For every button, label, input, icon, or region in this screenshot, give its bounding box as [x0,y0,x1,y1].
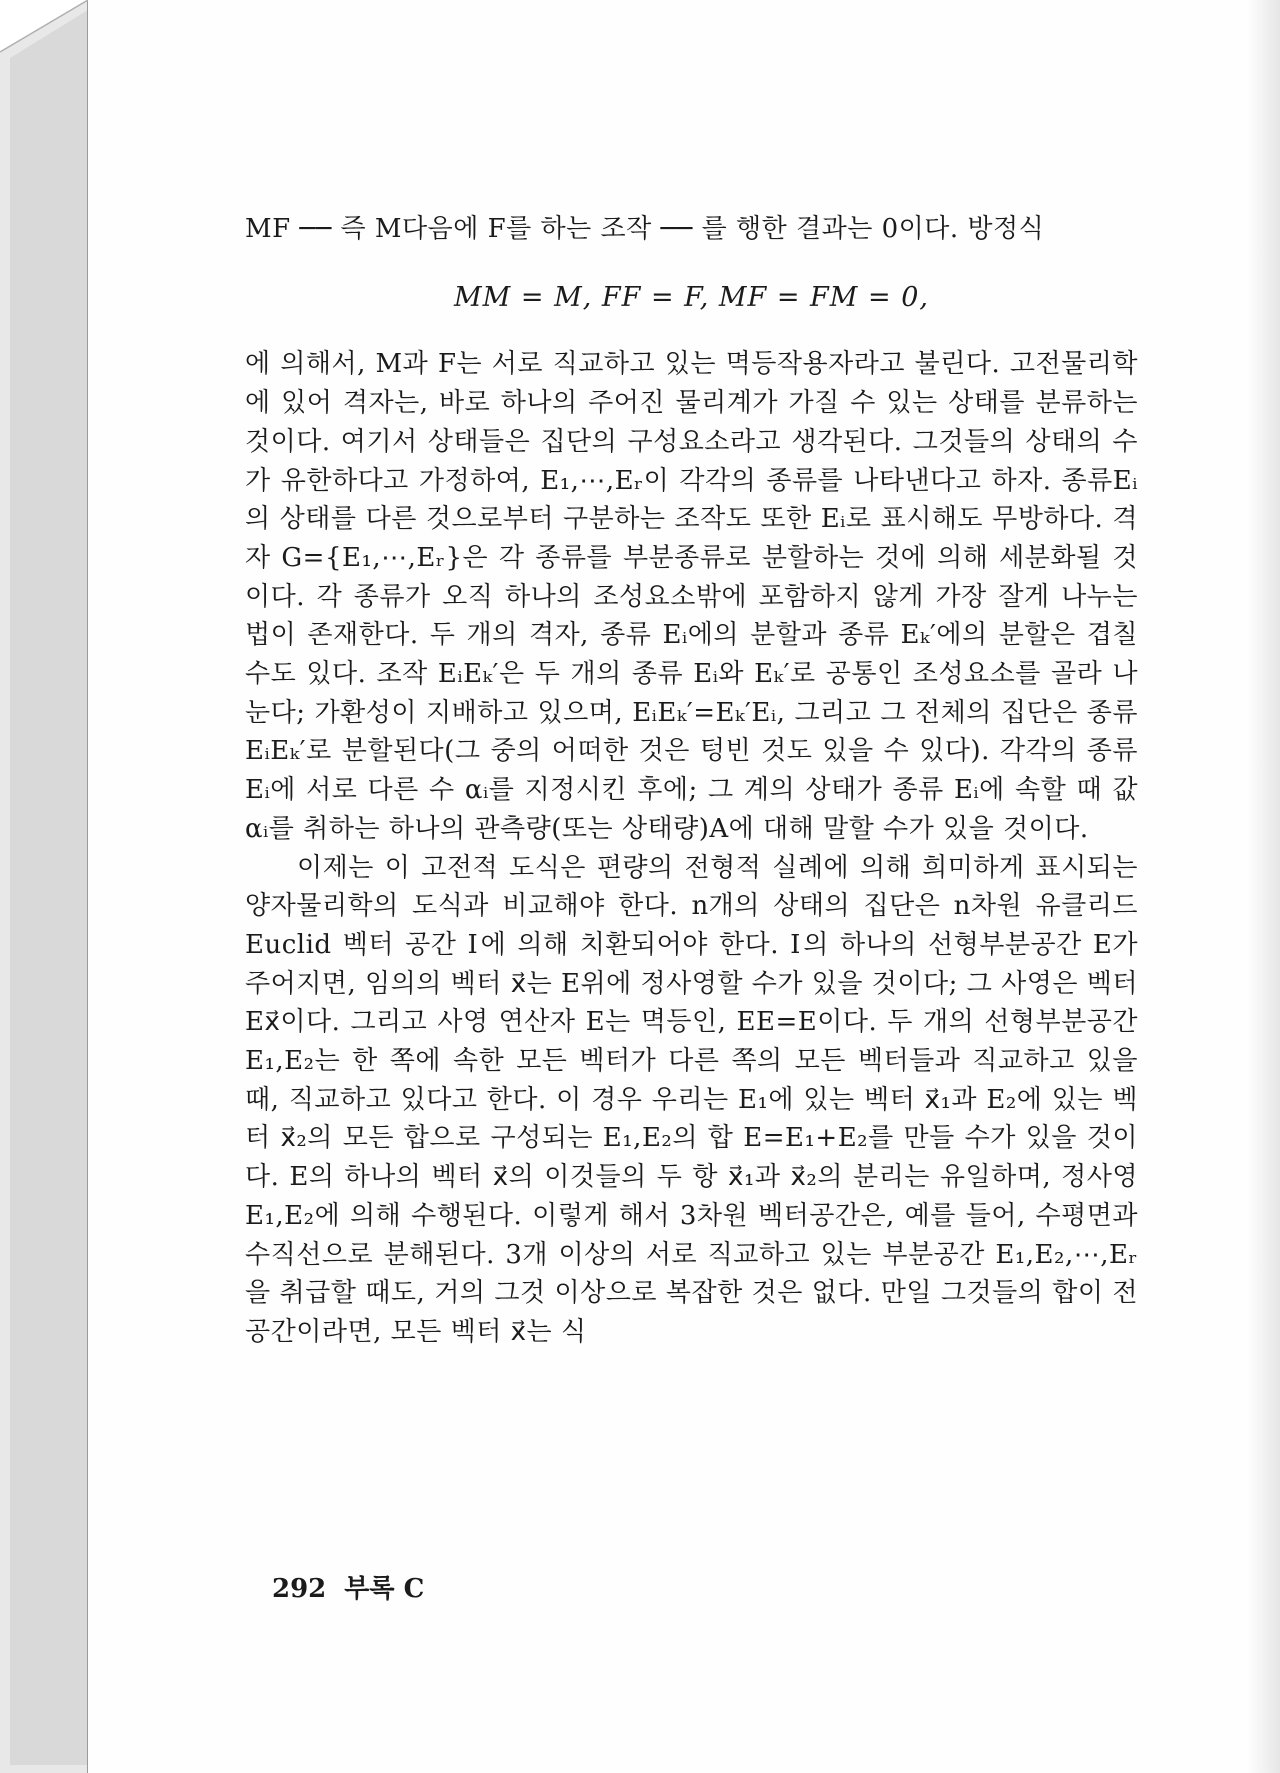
paragraph-intro: MF ── 즉 M다음에 F를 하는 조작 ── 를 행한 결과는 0이다. 방정식 [245,214,1045,244]
page-edge-shadow [1246,0,1280,1773]
page-number: 292 [272,1574,327,1604]
paragraph-classical-lattice: 에 의해서, M과 F는 서로 직교하고 있는 멱등작용자라고 불린다. 고전물리학에 있어 격자는, 바로 하나의 주어진 물리계가 가질 수 있는 상태를 분류하는 것이다. 여기서 상태들은 집단의 구성요소라고 생각된다. 그것들의 상태의 수가 유한하다고 가정하여, E₁,⋯,Eᵣ이 각각의 종류를 나타낸다고 하자. 종류Eᵢ의 상태를 다른 것으로부터 구분하는 조작도 또한 Eᵢ로 표시해도 무방하다. 격자 G={E₁,⋯,Eᵣ}은 각 종류를 부분종류로 분할하는 것에 의해 세분화될 것이다. 각 종류가 오직 하나의 조성요소밖에 포함하지 않게 가장 잘게 나누는 법이 존재한다. 두 개의 격자, 종류 Eᵢ에의 분할과 종류 Eₖ′에의 분할은 겹칠 수도 있다. 조작 EᵢEₖ′은 두 개의 종류 Eᵢ와 Eₖ′로 공통인 조성요소를 골라 나눈다; 가환성이 지배하고 있으며, EᵢEₖ′=Eₖ′Eᵢ, 그리고 그 전체의 집단은 종류 EᵢEₖ′로 분할된다(그 중의 어떠한 것은 텅빈 것도 있을 수 있다). 각각의 종류 Eᵢ에 서로 다른 수 αᵢ를 지정시킨 후에; 그 계의 상태가 종류 Eᵢ에 속할 때 값 αᵢ를 취하는 하나의 관측량(또는 상태량)A에 대해 말할 수가 있을 것이다. [245,349,1138,844]
book-spine [0,0,92,1773]
paragraph-quantum-scheme: 이제는 이 고전적 도식은 편량의 전형적 실례에 의해 희미하게 표시되는 양자물리학의 도식과 비교해야 한다. n개의 상태의 집단은 n차원 유클리드Euclid 벡터 공간 Ⅰ에 의해 치환되어야 한다. Ⅰ의 하나의 선형부분공간 E가 주어지면, 임의의 벡터 x⃗는 E위에 정사영할 수가 있을 것이다; 그 사영은 벡터 Ex⃗이다. 그리고 사영 연산자 E는 멱등인, EE=E이다. 두 개의 선형부분공간 E₁,E₂는 한 쪽에 속한 모든 벡터가 다른 쪽의 모든 벡터들과 직교하고 있을 때, 직교하고 있다고 한다. 이 경우 우리는 E₁에 있는 벡터 x⃗₁과 E₂에 있는 벡터 x⃗₂의 모든 합으로 구성되는 E₁,E₂의 합 E=E₁+E₂를 만들 수가 있을 것이다. E의 하나의 벡터 x⃗의 이것들의 두 항 x⃗₁과 x⃗₂의 분리는 유일하며, 정사영 E₁,E₂에 의해 수행된다. 이렇게 해서 3차원 벡터공간은, 예를 들어, 수평면과 수직선으로 분해된다. 3개 이상의 서로 직교하고 있는 부분공간 E₁,E₂,⋯,Eᵣ을 취급할 때도, 거의 그것 이상으로 복잡한 것은 없다. 만일 그것들의 합이 전공간이라면, 모든 벡터 x⃗는 식 [245,852,1138,1347]
page-footer [272,1568,424,1605]
page-body [245,210,1138,1352]
equation: MM = M, FF = F, MF = FM = 0, [454,281,929,313]
appendix-label: 부록 C [344,1574,425,1604]
